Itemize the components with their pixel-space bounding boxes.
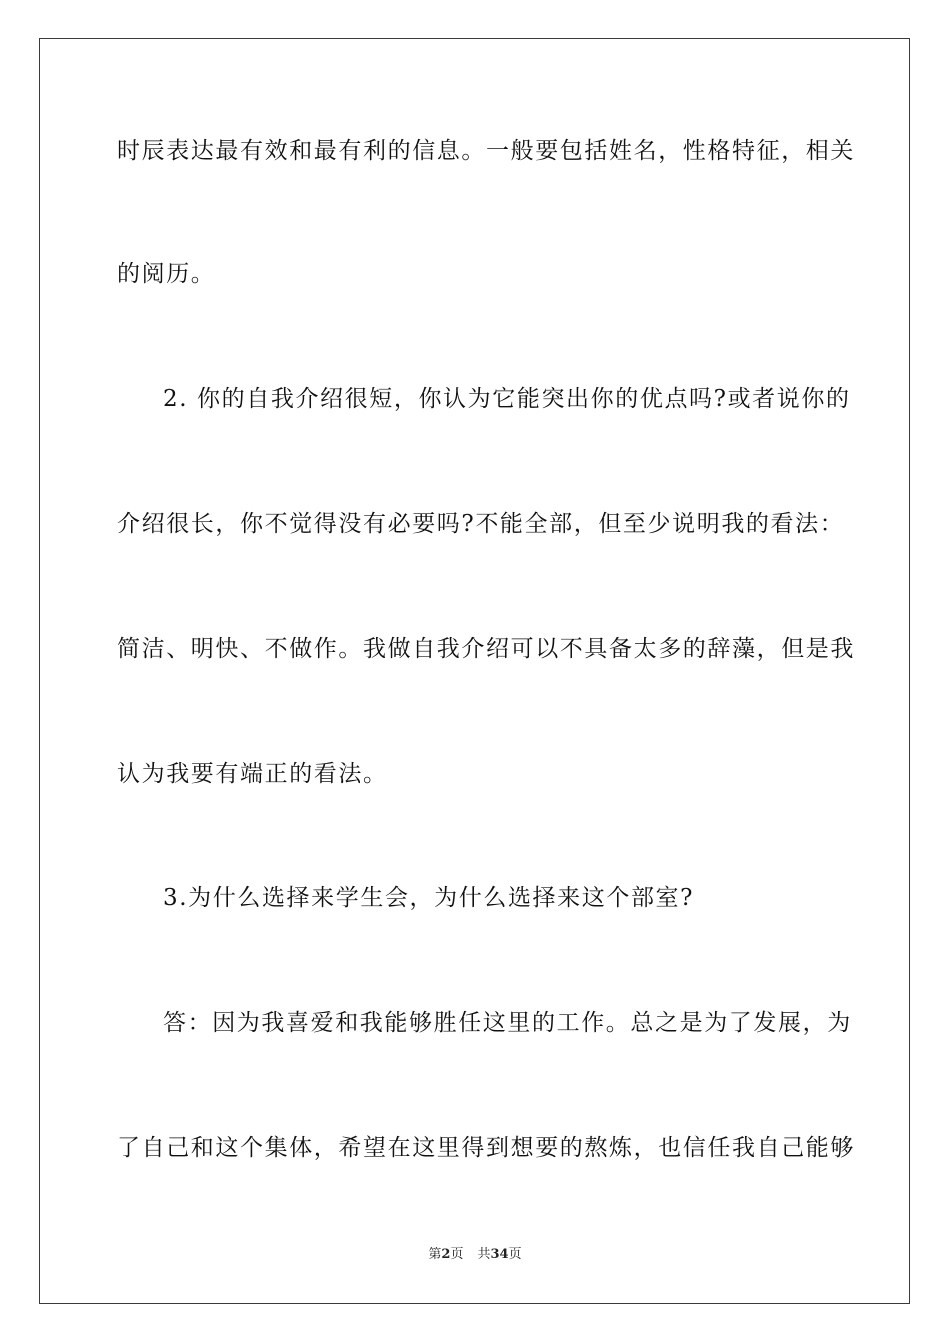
page-border: [39, 38, 910, 1304]
text-line-1: 时辰表达最有效和最有利的信息。一般要包括姓名，性格特征，相关: [117, 138, 855, 164]
footer-page-prefix: 第: [428, 1247, 442, 1262]
text-line-5: 简洁、明快、不做作。我做自我介绍可以不具备太多的辞藻，但是我: [117, 636, 855, 662]
footer-total-pages: 34: [490, 1247, 509, 1262]
text-line-6: 认为我要有端正的看法。: [117, 761, 388, 787]
footer-total-suffix: 页: [508, 1247, 522, 1262]
footer-page-number: 2: [441, 1247, 451, 1262]
text-line-2: 的阅历。: [117, 261, 216, 287]
footer-total-prefix: 共: [477, 1247, 491, 1262]
text-line-8: 答：因为我喜爱和我能够胜任这里的工作。总之是为了发展，为: [163, 1010, 852, 1036]
text-line-7: 3.为什么选择来学生会，为什么选择来这个部室?: [163, 885, 695, 911]
footer-page-suffix: 页: [450, 1247, 464, 1262]
page-footer: [0, 1246, 950, 1264]
text-line-3: 2. 你的自我介绍很短，你认为它能突出你的优点吗?或者说你的: [163, 386, 851, 412]
text-line-9: 了自己和这个集体，希望在这里得到想要的熬炼，也信任我自己能够: [117, 1135, 855, 1161]
text-line-4: 介绍很长，你不觉得没有必要吗?不能全部，但至少说明我的看法：: [117, 511, 845, 537]
